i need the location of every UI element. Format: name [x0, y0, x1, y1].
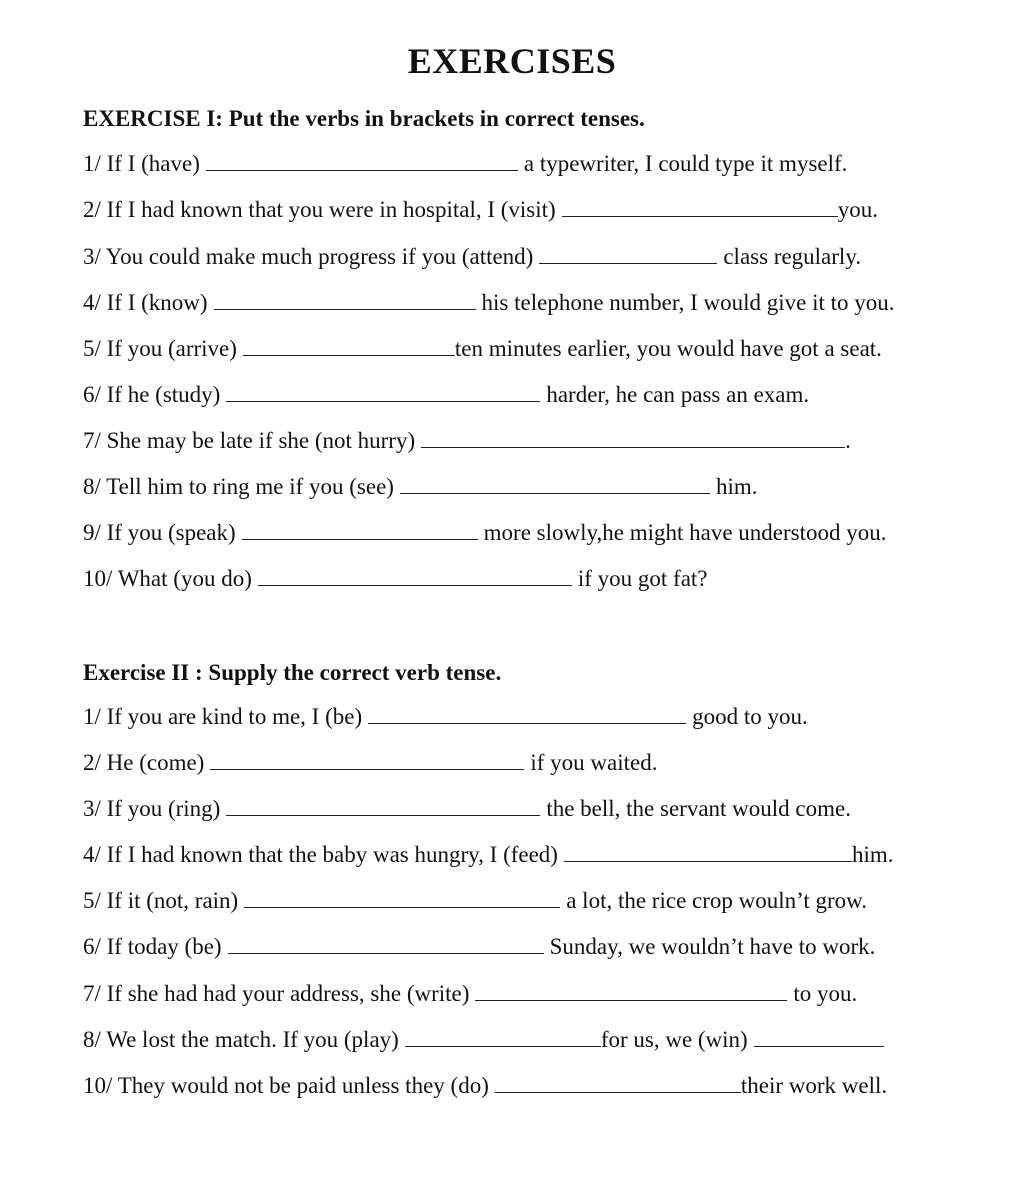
continuation-text: class regularly. [723, 244, 862, 269]
exercise-1-heading: EXERCISE I: Put the verbs in brackets in correct tenses. [83, 106, 645, 131]
continuation-text: for us, we (win) [600, 1027, 748, 1052]
continuation-text: him. [715, 474, 758, 499]
prompt-text: 10/ They would not be paid unless they (do) [83, 1073, 489, 1098]
exercise-1-item-6 [83, 381, 809, 411]
continuation-text: if you got fat? [577, 566, 708, 591]
continuation-text: a typewriter, I could type it myself. [523, 151, 848, 176]
prompt-text: 5/ If you (arrive) [83, 336, 237, 361]
exercise-1-item-4 [83, 289, 895, 319]
prompt-text: 1/ If you are kind to me, I (be) [83, 704, 363, 729]
answer-blank[interactable] [214, 289, 476, 310]
continuation-text: a lot, the rice crop wouln’t grow. [566, 888, 868, 913]
exercise-2-item-3 [83, 795, 851, 825]
answer-blank[interactable] [258, 565, 572, 586]
prompt-text: 4/ If I (know) [83, 290, 208, 315]
exercise-1-item-5 [83, 335, 882, 365]
continuation-text: . [845, 428, 851, 453]
prompt-text: 7/ She may be late if she (not hurry) [83, 428, 416, 453]
exercise-2-heading: Exercise II : Supply the correct verb tense. [83, 660, 502, 685]
continuation-text: the bell, the servant would come. [546, 796, 851, 821]
answer-blank-2[interactable] [754, 1026, 884, 1047]
answer-blank[interactable] [226, 381, 540, 402]
continuation-text: ten minutes earlier, you would have got a seat. [454, 336, 882, 361]
continuation-text: harder, he can pass an exam. [546, 382, 810, 407]
prompt-text: 3/ You could make much progress if you (attend) [83, 244, 534, 269]
exercise-2-item-2 [83, 749, 657, 779]
continuation-text: more slowly,he might have understood you. [483, 520, 887, 545]
exercise-2-item-7 [83, 980, 857, 1010]
prompt-text: 6/ If he (study) [83, 382, 221, 407]
prompt-text: 8/ Tell him to ring me if you (see) [83, 474, 394, 499]
exercise-2-item-4 [83, 841, 894, 871]
continuation-text: good to you. [692, 704, 808, 729]
answer-blank[interactable] [210, 749, 524, 770]
continuation-text: you. [837, 197, 878, 222]
answer-blank[interactable] [475, 980, 787, 1001]
exercise-2-item-1 [83, 703, 808, 733]
answer-blank[interactable] [242, 519, 478, 540]
answer-blank[interactable] [400, 473, 710, 494]
exercise-2-item-10 [83, 1072, 887, 1102]
exercise-1-item-3 [83, 243, 861, 273]
answer-blank[interactable] [228, 933, 544, 954]
prompt-text: 9/ If you (speak) [83, 520, 236, 545]
answer-blank[interactable] [206, 150, 518, 171]
answer-blank[interactable] [562, 196, 838, 217]
answer-blank[interactable] [368, 703, 686, 724]
exercise-1-item-9 [83, 519, 887, 549]
continuation-text: him. [851, 842, 894, 867]
continuation-text: his telephone number, I would give it to you. [481, 290, 895, 315]
page-title: EXERCISES [407, 41, 617, 81]
prompt-text: 3/ If you (ring) [83, 796, 221, 821]
exercise-1-item-7 [83, 427, 851, 457]
exercise-2-item-8 [83, 1026, 890, 1056]
exercise-1-item-8 [83, 473, 758, 503]
continuation-text: if you waited. [530, 750, 658, 775]
exercise-2-item-5 [83, 887, 867, 917]
prompt-text: 5/ If it (not, rain) [83, 888, 239, 913]
answer-blank[interactable] [564, 841, 852, 862]
answer-blank[interactable] [495, 1072, 741, 1093]
prompt-text: 6/ If today (be) [83, 934, 222, 959]
answer-blank[interactable] [226, 795, 540, 816]
continuation-text: to you. [793, 981, 858, 1006]
continuation-text: their work well. [740, 1073, 888, 1098]
answer-blank[interactable] [421, 427, 845, 448]
exercise-2-item-6 [83, 933, 875, 963]
exercise-1-item-2 [83, 196, 878, 226]
answer-blank[interactable] [243, 335, 455, 356]
prompt-text: 8/ We lost the match. If you (play) [83, 1027, 399, 1052]
prompt-text: 7/ If she had had your address, she (write) [83, 981, 470, 1006]
prompt-text: 4/ If I had known that the baby was hungry, I (feed) [83, 842, 558, 867]
continuation-text: Sunday, we wouldn’t have to work. [549, 934, 876, 959]
answer-blank[interactable] [405, 1026, 601, 1047]
exercise-1-item-1 [83, 150, 847, 180]
prompt-text: 10/ What (you do) [83, 566, 252, 591]
exercise-1-item-10 [83, 565, 708, 595]
answer-blank[interactable] [244, 887, 560, 908]
prompt-text: 1/ If I (have) [83, 151, 200, 176]
prompt-text: 2/ He (come) [83, 750, 205, 775]
answer-blank[interactable] [539, 243, 717, 264]
prompt-text: 2/ If I had known that you were in hospital, I (visit) [83, 197, 556, 222]
